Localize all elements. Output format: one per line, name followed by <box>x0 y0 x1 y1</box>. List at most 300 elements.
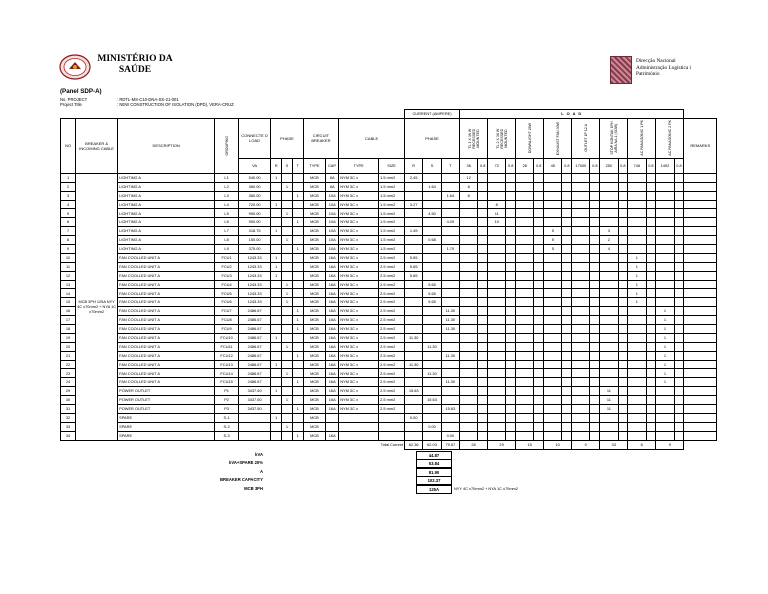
row-load-qty <box>460 209 478 218</box>
row-phase-s: 1 <box>282 236 293 245</box>
row-load-qty <box>488 325 506 334</box>
row-load-qty <box>460 262 478 271</box>
row-load-pad <box>562 342 572 351</box>
row-load-qty <box>572 236 590 245</box>
row-va: 3437.50 <box>238 405 270 414</box>
row-current-r: 15.63 <box>405 387 423 396</box>
row-load-pad <box>562 396 572 405</box>
row-load-qty <box>656 413 674 422</box>
row-breaker-type: MCB <box>303 413 326 422</box>
row-load-pad <box>674 387 684 396</box>
row-breaker-cap: 10A <box>326 227 339 236</box>
row-load-qty <box>656 422 674 431</box>
row-load-qty <box>488 245 506 254</box>
row-load-pad <box>590 316 600 325</box>
row-current-s <box>423 387 441 396</box>
row-load-pad <box>618 280 628 289</box>
row-remarks <box>684 173 717 182</box>
row-current-s: 11.30 <box>423 369 441 378</box>
row-breaker-cap: 16A <box>326 271 339 280</box>
table-row <box>61 218 717 227</box>
total-load-qty: 9 <box>656 440 684 449</box>
row-breaker-type: MCB <box>303 200 326 209</box>
row-load-pad <box>674 236 684 245</box>
row-load-pad <box>674 360 684 369</box>
row-load-pad <box>562 253 572 262</box>
row-load-pad <box>646 218 656 227</box>
row-cable-size: 2.5 mm2 <box>379 298 405 307</box>
directorate-logo-icon <box>610 56 632 84</box>
summary-label: MCB 3PH <box>244 485 263 491</box>
row-breaker-type: MCB <box>303 245 326 254</box>
row-load-qty <box>572 200 590 209</box>
row-load-qty <box>488 360 506 369</box>
header-connected-load: CONNECTE D LOAD <box>238 118 270 158</box>
row-remarks <box>684 431 717 440</box>
row-load-pad <box>646 369 656 378</box>
row-load-qty <box>544 333 562 342</box>
row-load-pad <box>590 280 600 289</box>
row-cable-type: NYM 3C x <box>339 280 379 289</box>
row-description: SPARE <box>118 431 215 440</box>
row-load-qty <box>600 307 618 316</box>
table-row <box>61 200 717 209</box>
row-load-qty <box>600 369 618 378</box>
row-cable-size: 2.5 mm2 <box>379 271 405 280</box>
subheader-cell: VA <box>238 158 270 173</box>
row-remarks <box>684 369 717 378</box>
row-load-qty <box>516 360 534 369</box>
row-load-pad <box>590 369 600 378</box>
row-cable-size: 1.5 mm2 <box>379 209 405 218</box>
row-load-qty <box>488 396 506 405</box>
row-load-pad <box>674 316 684 325</box>
load-rating-cell: 0.8 <box>674 158 684 173</box>
row-current-t: 11.30 <box>441 378 459 387</box>
row-cable-type: NYM 3C x <box>339 289 379 298</box>
row-load-qty <box>656 280 674 289</box>
row-va: 2486.67 <box>238 316 270 325</box>
row-no: 5 <box>61 209 76 218</box>
row-load-qty: 11 <box>488 209 506 218</box>
row-current-t: 4.09 <box>441 218 459 227</box>
row-phase-t <box>292 413 303 422</box>
row-breaker-type: MCB <box>303 360 326 369</box>
row-load-qty <box>544 351 562 360</box>
row-remarks <box>684 316 717 325</box>
row-phase-s <box>282 218 293 227</box>
row-load-pad <box>534 378 544 387</box>
row-load-qty <box>516 280 534 289</box>
row-load-qty <box>600 298 618 307</box>
row-load-pad <box>674 173 684 182</box>
row-phase-s <box>282 351 293 360</box>
row-load-qty <box>516 333 534 342</box>
row-load-pad <box>562 271 572 280</box>
load-rating-cell: 746 <box>628 158 646 173</box>
row-load-qty <box>544 280 562 289</box>
row-load-qty <box>460 431 478 440</box>
row-current-t <box>441 173 459 182</box>
row-load-qty <box>572 271 590 280</box>
row-load-pad <box>562 307 572 316</box>
row-load-qty <box>488 431 506 440</box>
row-load-qty <box>572 182 590 191</box>
row-va <box>238 422 270 431</box>
row-phase-r <box>271 316 282 325</box>
row-grouping: L9 <box>215 245 239 254</box>
row-grouping: FCU14 <box>215 369 239 378</box>
row-phase-t: 1 <box>292 431 303 440</box>
row-breaker-type: MCB <box>303 351 326 360</box>
row-grouping: FCU13 <box>215 360 239 369</box>
row-load-pad <box>646 316 656 325</box>
row-load-qty <box>516 173 534 182</box>
row-no: 21 <box>61 351 76 360</box>
row-load-qty: 1 <box>656 316 674 325</box>
table-row <box>61 378 717 387</box>
row-remarks <box>684 413 717 422</box>
row-phase-t: 1 <box>292 325 303 334</box>
row-phase-s: 1 <box>282 369 293 378</box>
row-load-pad <box>478 245 488 254</box>
table-row <box>61 245 717 254</box>
row-cable-size: 2.5 mm2 <box>379 262 405 271</box>
row-load-pad <box>618 387 628 396</box>
row-cable-type: NYM 3C x <box>339 191 379 200</box>
row-load-pad <box>674 209 684 218</box>
row-load-pad <box>618 316 628 325</box>
row-load-qty <box>488 191 506 200</box>
row-phase-r: 1 <box>271 173 282 182</box>
total-load-qty: 33 <box>600 440 628 449</box>
row-load-pad <box>562 378 572 387</box>
row-no: 32 <box>61 413 76 422</box>
row-breaker-cap: 10A <box>326 209 339 218</box>
header-circuit-breaker: CIRCUIT BREAKER <box>303 118 339 158</box>
table-cell <box>61 110 405 119</box>
subheader-cell: CAP. <box>326 158 339 173</box>
row-phase-s <box>282 431 293 440</box>
row-load-qty <box>544 369 562 378</box>
row-load-pad <box>618 431 628 440</box>
row-description: FAN COOLLED UNIT A <box>118 289 215 298</box>
row-phase-s <box>282 413 293 422</box>
row-phase-t <box>292 289 303 298</box>
row-load-qty: 1 <box>628 271 646 280</box>
row-current-r: 3.27 <box>405 200 423 209</box>
ministry-seal-icon <box>58 54 92 80</box>
row-load-qty <box>488 173 506 182</box>
row-breaker-cap: 16A <box>326 280 339 289</box>
row-load-qty <box>460 325 478 334</box>
row-load-pad <box>534 387 544 396</box>
header-phase-current: PHASE <box>405 118 460 158</box>
row-load-pad <box>562 218 572 227</box>
row-load-pad <box>478 289 488 298</box>
row-current-t: 11.30 <box>441 316 459 325</box>
row-load-pad <box>506 227 516 236</box>
panel-schedule-sheet <box>60 109 717 489</box>
row-cable-size: 2.5 mm2 <box>379 280 405 289</box>
row-breaker-cap <box>326 422 339 431</box>
row-cable-type: NYM 3C x <box>339 307 379 316</box>
row-va: 375.00 <box>238 245 270 254</box>
row-load-qty <box>572 405 590 414</box>
row-phase-r: 1 <box>271 271 282 280</box>
load-rating-cell: 17000 <box>572 158 590 173</box>
row-load-pad <box>506 236 516 245</box>
row-load-pad <box>478 405 488 414</box>
table-row <box>61 396 717 405</box>
total-load-qty: 6 <box>628 440 656 449</box>
row-cable-type: NYM 3C x <box>339 209 379 218</box>
table-row <box>61 351 717 360</box>
current-ampere-label: CURRENT (AMPERE) <box>405 110 460 119</box>
subheader-cell: TYPE <box>339 158 379 173</box>
row-load-pad <box>590 378 600 387</box>
row-load-qty: 1 <box>656 307 674 316</box>
row-load-pad <box>478 218 488 227</box>
row-load-pad <box>478 307 488 316</box>
row-load-pad <box>618 209 628 218</box>
row-load-qty <box>544 405 562 414</box>
row-current-r <box>405 298 423 307</box>
row-description: LIGHTING A <box>118 200 215 209</box>
row-load-pad <box>646 405 656 414</box>
row-load-qty <box>628 342 646 351</box>
row-load-pad <box>506 351 516 360</box>
row-va: 900.00 <box>238 218 270 227</box>
row-load-pad <box>674 182 684 191</box>
row-current-r <box>405 289 423 298</box>
row-load-pad <box>478 387 488 396</box>
row-load-qty <box>544 342 562 351</box>
row-load-qty <box>628 325 646 334</box>
row-load-qty <box>488 227 506 236</box>
row-remarks <box>684 307 717 316</box>
row-load-qty <box>516 405 534 414</box>
row-phase-t <box>292 182 303 191</box>
row-load-qty <box>516 422 534 431</box>
row-phase-s: 1 <box>282 182 293 191</box>
row-no: 2 <box>61 182 76 191</box>
row-grouping: FCU8 <box>215 316 239 325</box>
row-load-pad <box>562 405 572 414</box>
row-breaker-cap: 16A <box>326 298 339 307</box>
row-phase-t <box>292 342 303 351</box>
row-load-pad <box>506 431 516 440</box>
vertical-header-label: EXHAUST FAN 30W <box>555 121 560 155</box>
row-current-s <box>423 325 441 334</box>
row-load-pad <box>534 431 544 440</box>
row-load-pad <box>618 405 628 414</box>
row-grouping: FCU10 <box>215 333 239 342</box>
row-cable-size: 2.5 mm2 <box>379 333 405 342</box>
row-load-qty <box>572 173 590 182</box>
row-load-pad <box>590 405 600 414</box>
row-load-qty <box>572 227 590 236</box>
row-current-t: 0.00 <box>441 431 459 440</box>
summary-label: kVA <box>255 452 263 457</box>
row-load-qty <box>656 191 674 200</box>
row-load-pad <box>674 280 684 289</box>
total-current-row <box>61 440 717 449</box>
row-remarks <box>684 209 717 218</box>
row-current-s <box>423 378 441 387</box>
header-load-column <box>572 118 600 158</box>
row-grouping: FCU5 <box>215 289 239 298</box>
row-load-pad <box>674 200 684 209</box>
row-load-qty <box>600 218 618 227</box>
row-load-qty <box>460 289 478 298</box>
row-phase-r <box>271 218 282 227</box>
row-va: 318.75 <box>238 227 270 236</box>
row-load-pad <box>646 351 656 360</box>
row-load-qty <box>516 182 534 191</box>
row-va: 2486.67 <box>238 325 270 334</box>
row-load-pad <box>646 387 656 396</box>
row-load-pad <box>562 333 572 342</box>
meta-value: : NEW CONSTRUCTION OF ISOLATION (DPD), VERA-CRUZ <box>117 102 234 107</box>
directorate-line: Património <box>636 71 660 78</box>
row-cable-type: NYM 3C x <box>339 227 379 236</box>
row-load-pad <box>478 280 488 289</box>
row-phase-r <box>271 298 282 307</box>
directorate-title <box>636 58 716 78</box>
row-load-pad <box>534 245 544 254</box>
row-load-pad <box>506 289 516 298</box>
row-current-t <box>441 253 459 262</box>
row-load-qty <box>600 325 618 334</box>
row-breaker-cap: 10A <box>326 245 339 254</box>
row-load-qty <box>572 431 590 440</box>
row-load-pad <box>478 191 488 200</box>
row-load-pad <box>478 360 488 369</box>
header-load-column <box>516 118 544 158</box>
row-breaker-cap: 16A <box>326 325 339 334</box>
row-load-qty <box>544 298 562 307</box>
row-no: 23 <box>61 369 76 378</box>
row-no: 17 <box>61 316 76 325</box>
row-grouping: S-2 <box>215 422 239 431</box>
ministry-title: MINISTÉRIO DA SAÚDE <box>97 54 173 75</box>
row-load-pad <box>646 253 656 262</box>
row-load-pad <box>506 387 516 396</box>
meta-value: : RDTL-MS-C10-DNA-SS-21-001 <box>117 97 179 102</box>
row-grouping: S-3 <box>215 431 239 440</box>
load-rating-cell: 250 <box>600 158 618 173</box>
row-load-pad <box>590 298 600 307</box>
header-cable: CABLE <box>339 118 405 158</box>
row-breaker-type: MCB <box>303 173 326 182</box>
row-current-s <box>423 262 441 271</box>
row-current-t <box>441 182 459 191</box>
row-breaker-type: MCB <box>303 227 326 236</box>
row-no: 12 <box>61 271 76 280</box>
breaker-incoming-cell: MCB 3PH 125A NYY 4C x70mm2 + NYA 1C x70mm2 <box>76 173 118 440</box>
row-load-qty <box>488 262 506 271</box>
row-current-r <box>405 396 423 405</box>
summary-value: 44.87 <box>416 451 452 460</box>
row-load-qty <box>544 182 562 191</box>
table-row <box>61 387 717 396</box>
row-phase-t <box>292 333 303 342</box>
row-load-pad <box>590 333 600 342</box>
row-load-pad <box>562 369 572 378</box>
row-load-pad <box>590 387 600 396</box>
row-grouping: P1 <box>215 387 239 396</box>
row-load-pad <box>618 369 628 378</box>
subheader-cell: T <box>292 158 303 173</box>
row-breaker-cap: 6A <box>326 173 339 182</box>
row-breaker-cap: 10A <box>326 236 339 245</box>
row-load-pad <box>674 245 684 254</box>
row-load-qty <box>572 378 590 387</box>
row-load-qty <box>572 209 590 218</box>
table-row <box>61 289 717 298</box>
row-load-qty <box>656 271 674 280</box>
row-load-qty <box>656 253 674 262</box>
row-phase-s <box>282 360 293 369</box>
row-load-qty <box>572 360 590 369</box>
header-remarks: REMARKS <box>684 118 717 173</box>
row-load-qty <box>460 280 478 289</box>
row-load-pad <box>674 325 684 334</box>
row-grouping: P2 <box>215 396 239 405</box>
row-load-pad <box>618 333 628 342</box>
row-cable-size <box>379 413 405 422</box>
row-load-pad <box>646 245 656 254</box>
summary-label: A <box>259 468 263 474</box>
row-cable-type: NYM 3C x <box>339 245 379 254</box>
row-load-qty <box>628 236 646 245</box>
row-load-qty: 1 <box>656 342 674 351</box>
row-load-pad <box>506 378 516 387</box>
row-current-t: 11.30 <box>441 351 459 360</box>
vertical-header-label: OUTLET 1P 12 A <box>583 124 588 153</box>
row-phase-t <box>292 360 303 369</box>
row-load-qty <box>516 271 534 280</box>
row-cable-type: NYM 3C x <box>339 253 379 262</box>
row-load-qty: 1 <box>656 351 674 360</box>
row-load-qty <box>460 271 478 280</box>
row-cable-size: 2.5 mm2 <box>379 342 405 351</box>
row-description: LIGHTING A <box>118 182 215 191</box>
table-row <box>61 253 717 262</box>
row-remarks <box>684 218 717 227</box>
row-load-pad <box>534 173 544 182</box>
row-va: 1243.33 <box>238 253 270 262</box>
table-row <box>61 431 717 440</box>
row-load-qty <box>488 289 506 298</box>
row-remarks <box>684 325 717 334</box>
row-load-pad <box>562 422 572 431</box>
load-rating-cell: 0.8 <box>534 158 544 173</box>
row-load-pad <box>646 431 656 440</box>
row-description: LIGHTING A <box>118 191 215 200</box>
row-va <box>238 431 270 440</box>
row-load-qty: 5 <box>544 245 562 254</box>
row-load-pad <box>674 333 684 342</box>
header-load-column <box>628 118 656 158</box>
row-current-t <box>441 280 459 289</box>
row-no: 13 <box>61 280 76 289</box>
row-phase-s <box>282 191 293 200</box>
table-row <box>61 262 717 271</box>
table-cell <box>684 440 717 449</box>
row-load-pad <box>506 298 516 307</box>
